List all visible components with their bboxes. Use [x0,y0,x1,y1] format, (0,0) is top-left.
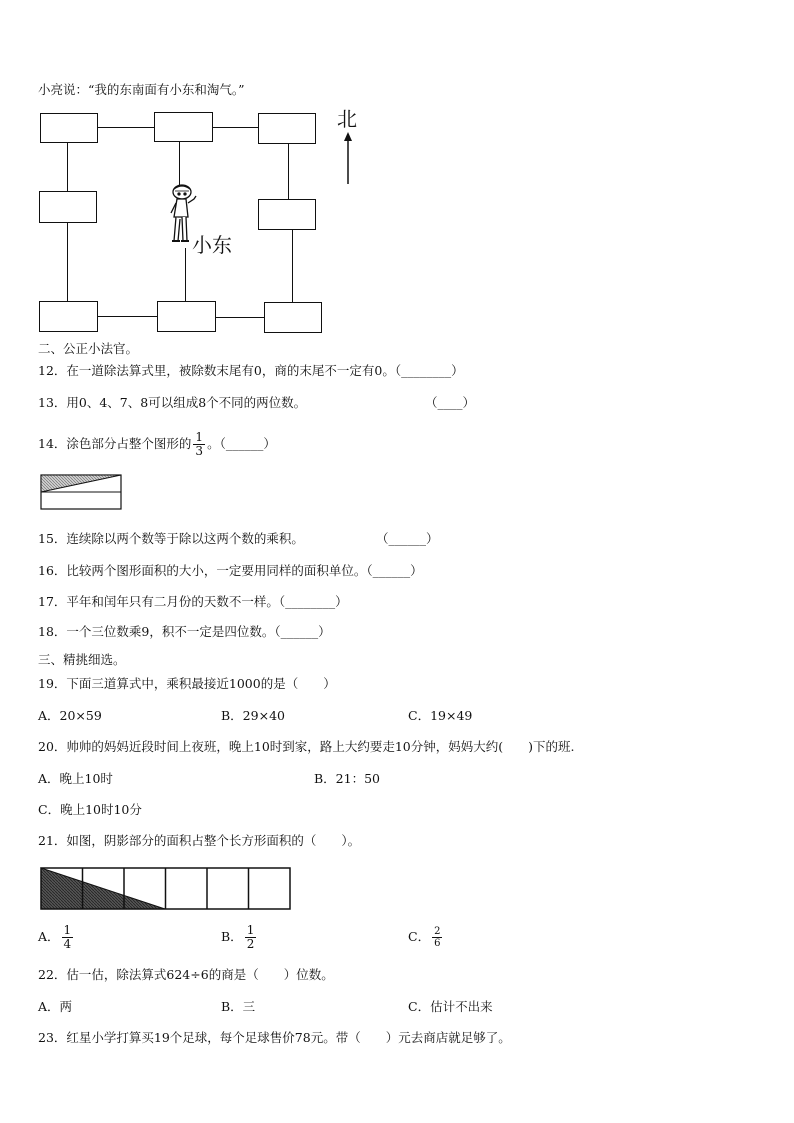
map-line [97,127,154,128]
person-label: 小东 [192,233,232,257]
intro-text: 小亮说：“我的东南面有小东和淘气。” [38,82,245,97]
map-box-northwest [40,113,98,143]
question-text: 比较两个图形面积的大小，一定要用同样的面积单位。（______） [66,563,423,578]
question-19: 19．下面三道算式中，乘积最接近1000的是（ ） [38,676,336,691]
map-line [67,142,68,191]
q21-figure [40,867,292,911]
question-18 [38,624,331,640]
fraction-two-sixths: $\frac{2}{6}$ [434,926,441,949]
fraction-one-fourth: $\frac{1}{4}$ [63,923,72,951]
question-15 [38,531,304,547]
option-c[interactable]: C．估计不出来 [408,999,493,1014]
question-text: 。（______） [207,436,276,451]
map-line [288,142,289,200]
question-number: 15． [38,531,67,546]
north-label: 北 [337,107,357,131]
map-line [185,248,186,301]
question-text: 用0、4、7、8可以组成8个不同的两位数。 [66,395,307,410]
question-17 [38,594,348,610]
question-number: 12． [38,363,67,378]
option-b[interactable]: B．三 [221,999,256,1014]
question-16 [38,563,423,579]
map-box-north [154,112,213,142]
option-a[interactable]: A． $\frac{1}{4}$ [38,923,72,951]
map-line [215,317,264,318]
question-13 [38,395,306,411]
option-b[interactable]: B．29×40 [221,708,285,723]
question-number: 18． [38,624,67,639]
option-a[interactable]: A．两 [38,999,73,1014]
map-box-east [258,199,316,230]
question-text: 涂色部分占整个图形的 [66,436,192,451]
option-a[interactable]: A．晚上10时 [38,771,113,786]
option-c[interactable]: C． $\frac{2}{6}$ [408,926,441,949]
map-line [212,127,258,128]
map-box-west [39,191,97,223]
question-text: 在一道除法算式里，被除数末尾有0，商的末尾不一定有0。（________） [66,363,464,378]
question-20: 20．帅帅的妈妈近段时间上夜班，晚上10时到家，路上大约要走10分钟，妈妈大约( )下的班. [38,739,575,754]
map-box-southeast [264,302,322,333]
question-number: 17． [38,594,67,609]
map-box-south [157,301,216,332]
map-line [97,316,157,317]
north-arrow-icon [341,132,355,186]
option-b[interactable]: B． $\frac{1}{2}$ [221,923,255,951]
fraction-one-third: $\frac{1}{3}$ [195,430,204,458]
map-line [67,222,68,301]
section-heading-judge: 二、公正小法官。 [38,341,139,356]
map-line [292,229,293,302]
question-22: 22．估一估，除法算式624÷6的商是（ ）位数。 [38,967,334,982]
question-text: 连续除以两个数等于除以这两个数的乘积。 [66,531,304,546]
option-a[interactable]: A．20×59 [38,708,102,723]
q14-figure [40,474,122,510]
fraction-one-half: $\frac{1}{2}$ [246,923,255,951]
option-c[interactable]: C．晚上10时10分 [38,802,142,817]
question-12 [38,363,464,379]
answer-blank[interactable]: （____） [425,395,476,410]
option-b[interactable]: B．21：50 [314,771,380,786]
question-text: 平年和闰年只有二月份的天数不一样。（________） [66,594,348,609]
question-14 [38,429,276,459]
option-c[interactable]: C．19×49 [408,708,473,723]
question-number: 14． [38,436,67,451]
answer-blank[interactable]: （______） [376,531,439,546]
question-number: 13． [38,395,67,410]
map-box-southwest [39,301,98,332]
question-text: 一个三位数乘9，积不一定是四位数。（______） [66,624,331,639]
section-heading-choice: 三、精挑细选。 [38,652,126,667]
question-number: 16． [38,563,67,578]
map-box-northeast [258,113,316,144]
question-23: 23．红星小学打算买19个足球，每个足球售价78元。带（ ）元去商店就足够了。 [38,1030,511,1045]
question-21: 21．如图，阴影部分的面积占整个长方形面积的（ ）。 [38,833,361,848]
